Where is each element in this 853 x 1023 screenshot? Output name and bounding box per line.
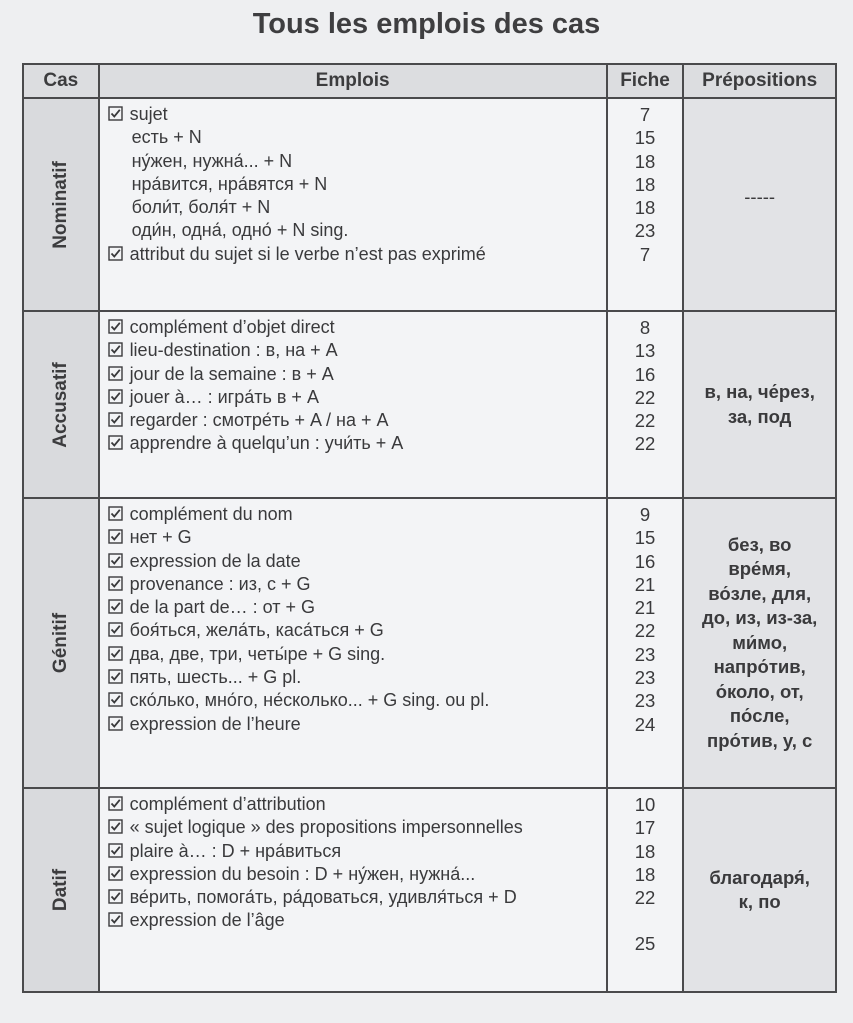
fiche-number: 18 <box>634 863 656 885</box>
emploi-text: lieu-destination : в, на + A <box>129 340 338 361</box>
emploi-item <box>108 689 606 712</box>
preposition-line: во́зле, для, <box>708 582 812 604</box>
emploi-item <box>108 909 606 932</box>
emploi-item <box>108 386 606 409</box>
emploi-item <box>108 713 606 736</box>
preposition-line: благодаря́, <box>709 866 810 888</box>
case-name: Nominatif <box>49 160 71 249</box>
preposition-line: до, из, из-за, <box>702 607 818 629</box>
preposition-line: без, во <box>727 533 792 555</box>
checkbox-checked-icon <box>108 435 123 450</box>
checkbox-checked-icon <box>108 246 123 261</box>
checkbox-checked-icon <box>108 319 123 334</box>
emploi-text: ско́лько, мно́го, не́сколько... + G sing. ou pl. <box>129 690 490 711</box>
emploi-item <box>108 363 606 386</box>
emploi-item <box>108 643 606 666</box>
prepositions-cell <box>683 311 836 498</box>
fiche-cell <box>607 98 684 311</box>
checkbox-checked-icon <box>108 622 123 637</box>
emploi-text: нет + G <box>129 527 192 548</box>
fiche-number: 7 <box>639 104 651 125</box>
emplois-cell <box>99 498 607 788</box>
emploi-item <box>108 219 606 242</box>
checkbox-checked-icon <box>108 106 123 121</box>
checkbox-checked-icon <box>108 646 123 661</box>
emplois-cell <box>99 98 607 311</box>
emploi-text: expression de l’âge <box>129 910 285 931</box>
emploi-item <box>108 503 606 526</box>
emploi-text: пять, шесть... + G pl. <box>129 667 302 688</box>
fiche-number: 9 <box>639 504 651 525</box>
emploi-text: plaire à… : D + нра́виться <box>129 840 342 861</box>
case-name-cell <box>23 498 99 788</box>
fiche-number: 16 <box>634 550 656 572</box>
case-row-genitif <box>23 498 836 788</box>
fiche-number: 22 <box>634 620 656 642</box>
emploi-text: « sujet logique » des propositions impersonnelles <box>129 817 523 838</box>
emploi-text: есть + N <box>131 127 202 148</box>
case-row-nominatif <box>23 98 836 311</box>
preposition-line: ----- <box>744 186 776 208</box>
preposition-line: о́коло, от, <box>715 680 804 702</box>
fiche-number: 23 <box>634 667 656 689</box>
case-name: Datif <box>49 868 71 912</box>
header-cas: Cas <box>23 64 99 98</box>
header-prepositions: Prépositions <box>683 64 836 98</box>
fiche-number: 15 <box>634 527 656 549</box>
checkbox-checked-icon <box>108 889 123 904</box>
prepositions-cell <box>683 788 836 992</box>
emploi-text: complément d’objet direct <box>129 317 335 337</box>
emplois-cell <box>99 311 607 498</box>
fiche-number: 18 <box>634 150 656 172</box>
emploi-text: complément d’attribution <box>129 794 326 814</box>
table-header-row <box>23 64 836 98</box>
checkbox-checked-icon <box>108 866 123 881</box>
emploi-item <box>108 619 606 642</box>
emploi-text: два, две, три, четы́ре + G sing. <box>129 643 386 664</box>
emploi-text: оди́н, одна́, одно́ + N sing. <box>131 220 349 241</box>
case-name: Accusatif <box>49 361 71 448</box>
fiche-cell <box>607 311 684 498</box>
emploi-item <box>108 596 606 619</box>
emploi-text: attribut du sujet si le verbe n’est pas exprimé <box>129 243 486 264</box>
fiche-number: 13 <box>634 340 656 362</box>
checkbox-checked-icon <box>108 819 123 834</box>
fiche-number: 22 <box>634 410 656 432</box>
checkbox-checked-icon <box>108 576 123 591</box>
emploi-item <box>108 526 606 549</box>
emploi-item <box>108 863 606 886</box>
emplois-cell <box>99 788 607 992</box>
fiche-number: 21 <box>634 573 656 595</box>
checkbox-checked-icon <box>108 912 123 927</box>
checkbox-checked-icon <box>108 366 123 381</box>
emploi-item <box>108 573 606 596</box>
preposition-line: по́сле, <box>729 705 790 727</box>
checkbox-checked-icon <box>108 389 123 404</box>
checkbox-checked-icon <box>108 843 123 858</box>
preposition-line: вре́мя, <box>728 558 791 580</box>
fiche-number: 10 <box>634 794 656 815</box>
header-emplois: Emplois <box>99 64 607 98</box>
checkbox-checked-icon <box>108 412 123 427</box>
case-name-cell <box>23 788 99 992</box>
emploi-text: ну́жен, нужна́... + N <box>131 150 293 171</box>
emploi-item <box>108 316 606 339</box>
fiche-number: 15 <box>634 127 656 149</box>
emploi-item <box>108 432 606 455</box>
fiche-number: 18 <box>634 173 656 195</box>
page-title: Tous les emplois des cas <box>252 8 601 40</box>
checkbox-checked-icon <box>108 716 123 731</box>
fiche-number: 18 <box>634 197 656 219</box>
checkbox-checked-icon <box>108 692 123 707</box>
fiche-number: 7 <box>639 243 651 265</box>
header-fiche: Fiche <box>607 64 684 98</box>
checkbox-checked-icon <box>108 796 123 811</box>
emploi-item <box>108 816 606 839</box>
emploi-item <box>108 339 606 362</box>
preposition-line: ми́мо, <box>732 631 788 653</box>
emploi-text: expression du besoin : D + ну́жен, нужна́... <box>129 863 476 884</box>
fiche-cell <box>607 788 684 992</box>
emploi-item <box>108 243 606 266</box>
case-row-accusatif <box>23 311 836 498</box>
checkbox-checked-icon <box>108 529 123 544</box>
emploi-item <box>108 550 606 573</box>
prepositions-cell <box>683 498 836 788</box>
fiche-number: 23 <box>634 643 656 665</box>
checkbox-checked-icon <box>108 669 123 684</box>
checkbox-checked-icon <box>108 506 123 521</box>
case-name-cell <box>23 311 99 498</box>
emploi-text: ве́рить, помога́ть, ра́доваться, удивля́ться + D <box>129 887 517 908</box>
emploi-item <box>108 409 606 432</box>
emploi-text: sujet <box>129 104 168 124</box>
emploi-text: de la part de… : от + G <box>129 597 316 618</box>
fiche-number: 21 <box>634 597 656 619</box>
emploi-item <box>108 150 606 173</box>
emploi-text: боя́ться, жела́ть, каса́ться + G <box>129 620 384 641</box>
preposition-line: про́тив, у, с <box>707 729 813 751</box>
emploi-text: provenance : из, с + G <box>129 573 311 594</box>
emploi-text: regarder : смотре́ть + A / на + A <box>129 410 389 431</box>
fiche-number: 22 <box>634 887 656 909</box>
preposition-line: напро́тив, <box>713 656 806 678</box>
emploi-item <box>108 840 606 863</box>
fiche-number: 17 <box>634 817 656 839</box>
emploi-item <box>108 196 606 219</box>
checkbox-checked-icon <box>108 599 123 614</box>
preposition-line: за, под <box>727 405 792 427</box>
fiche-number: 23 <box>634 690 656 712</box>
preposition-line: к, по <box>738 891 781 912</box>
emploi-item <box>108 793 606 816</box>
fiche-number: 18 <box>634 840 656 862</box>
emploi-text: jouer à… : игра́ть в + A <box>129 386 319 407</box>
fiche-number: 22 <box>634 433 656 455</box>
emploi-item <box>108 126 606 149</box>
cases-table <box>22 63 837 993</box>
prepositions-cell <box>683 98 836 311</box>
emploi-item <box>108 886 606 909</box>
emploi-item <box>108 103 606 126</box>
fiche-number: 22 <box>634 386 656 408</box>
emploi-text: боли́т, боля́т + N <box>131 197 271 218</box>
emploi-item <box>108 666 606 689</box>
emploi-text: нра́вится, нра́вятся + N <box>131 173 328 194</box>
emploi-text: expression de l’heure <box>129 713 301 734</box>
emploi-text: jour de la semaine : в + A <box>129 363 334 384</box>
fiche-number: 25 <box>634 933 656 955</box>
case-row-datif <box>23 788 836 992</box>
checkbox-checked-icon <box>108 553 123 568</box>
case-name-cell <box>23 98 99 311</box>
emploi-text: expression de la date <box>129 550 301 571</box>
emploi-text: apprendre à quelqu’un : учи́ть + A <box>129 433 404 454</box>
fiche-cell <box>607 498 684 788</box>
preposition-line: в, на, че́рез, <box>704 381 815 402</box>
fiche-number: 24 <box>634 713 656 735</box>
emploi-text: complément du nom <box>129 504 293 524</box>
emploi-item <box>108 173 606 196</box>
fiche-number: 16 <box>634 363 656 385</box>
checkbox-checked-icon <box>108 342 123 357</box>
case-name: Génitif <box>49 612 71 674</box>
fiche-number: 8 <box>639 317 651 338</box>
fiche-number: 23 <box>634 220 656 242</box>
